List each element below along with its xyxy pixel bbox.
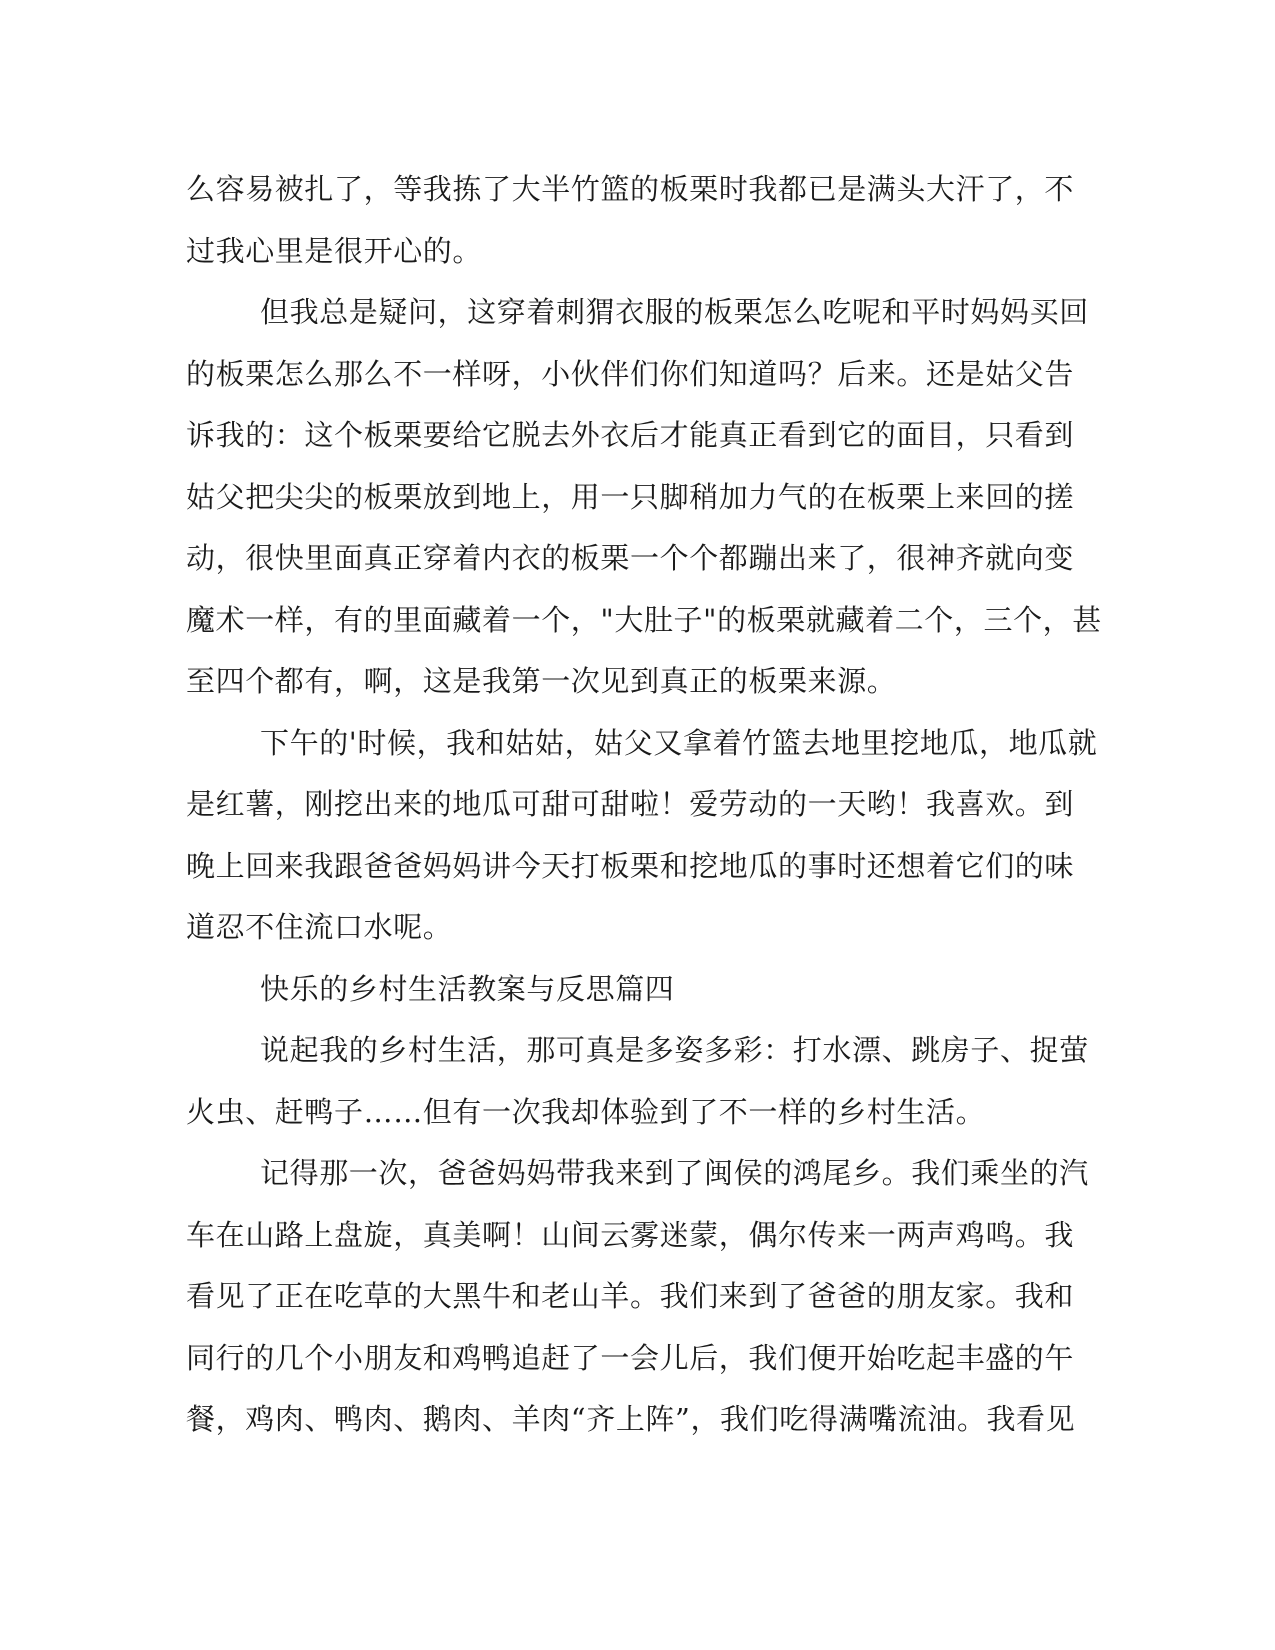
text-line: 诉我的：这个板栗要给它脱去外衣后才能真正看到它的面目，只看到 [186,418,1075,452]
section-heading: 快乐的乡村生活教案与反思篇四 [260,971,675,1006]
body-text [186,159,1102,1451]
text-line: 过我心里是很开心的。 [186,233,483,268]
text-line: 火虫、赶鸭子……但有一次我却体验到了不一样的乡村生活。 [186,1094,986,1129]
text-line: 至四个都有，啊，这是我第一次见到真正的板栗来源。 [186,664,897,698]
text-line: 道忍不住流口水呢。 [186,910,453,944]
text-line: 么容易被扎了，等我拣了大半竹篮的板栗时我都已是满头大汗了，不 [186,172,1075,206]
text-line: 下午的'时候，我和姑姑，姑父又拿着竹篮去地里挖地瓜，地瓜就 [260,725,1098,760]
text-line: 魔术一样，有的里面藏着一个，"大肚子"的板栗就藏着二个，三个，甚 [186,602,1102,637]
text-line: 说起我的乡村生活，那可真是多姿多彩：打水漂、跳房子、捉萤 [260,1033,1089,1067]
text-line: 是红薯，刚挖出来的地瓜可甜可甜啦！爱劳动的一天哟！我喜欢。到 [186,787,1075,821]
text-line: 的板栗怎么那么不一样呀，小伙伴们你们知道吗？后来。还是姑父告 [186,356,1075,391]
text-line: 但我总是疑问，这穿着刺猬衣服的板栗怎么吃呢和平时妈妈买回 [260,295,1089,329]
text-line: 车在山路上盘旋，真美啊！山间云雾迷蒙，偶尔传来一两声鸡鸣。我 [186,1217,1075,1252]
text-line: 餐，鸡肉、鸭肉、鹅肉、羊肉“齐上阵”，我们吃得满嘴流油。我看见 [186,1402,1076,1436]
text-line: 姑父把尖尖的板栗放到地上，用一只脚稍加力气的在板栗上来回的搓 [186,479,1075,514]
text-line: 看见了正在吃草的大黑牛和老山羊。我们来到了爸爸的朋友家。我和 [186,1279,1075,1313]
text-line: 晚上回来我跟爸爸妈妈讲今天打板栗和挖地瓜的事时还想着它们的味 [186,848,1075,883]
text-line: 动，很快里面真正穿着内衣的板栗一个个都蹦出来了，很神齐就向变 [186,541,1075,575]
text-line: 同行的几个小朋友和鸡鸭追赶了一会儿后，我们便开始吃起丰盛的午 [186,1340,1075,1375]
text-line: 记得那一次，爸爸妈妈带我来到了闽侯的鸿尾乡。我们乘坐的汽 [260,1156,1089,1190]
